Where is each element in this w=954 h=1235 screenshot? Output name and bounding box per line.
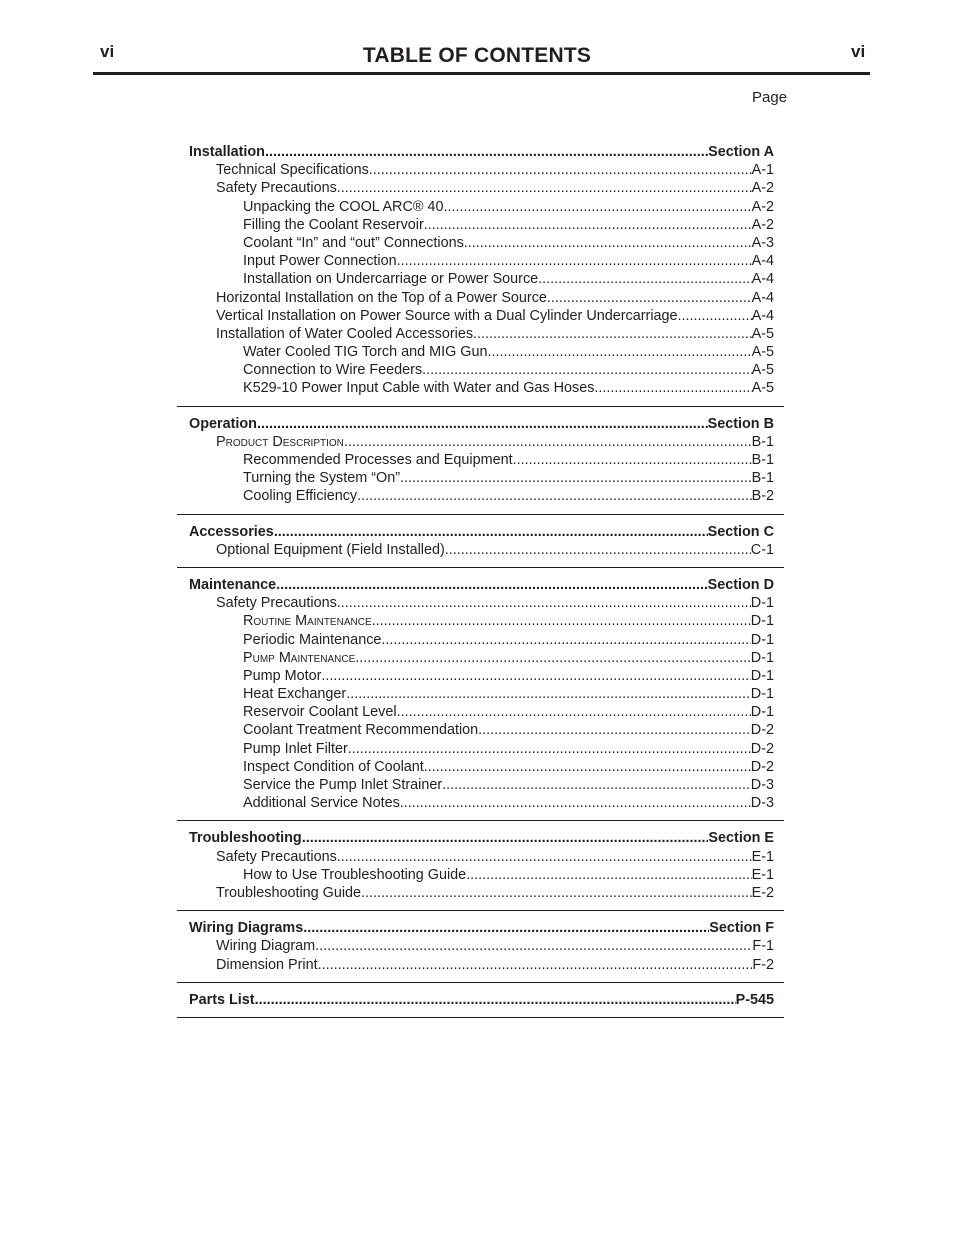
toc-entry-title: Reservoir Coolant Level [243,704,397,721]
toc-entry-page: A-2 [751,180,774,197]
toc-section [177,143,784,407]
dot-leader [397,703,751,721]
toc-entry-page: B-1 [751,452,774,468]
toc-entry-page: E-1 [751,848,774,865]
toc-entry[interactable] [243,379,774,397]
dot-leader [369,161,752,179]
dot-leader [265,143,708,161]
dot-leader [357,487,751,505]
toc-entry-title: Unpacking the COOL ARC® 40 [243,198,444,215]
toc-entry-title: How to Use Troubleshooting Guide [243,866,467,883]
toc-entry[interactable] [216,161,774,179]
dot-leader [255,991,736,1009]
toc-entry-title: Recommended Processes and Equipment [243,452,513,468]
toc-entry-title: Coolant “In” and “out” Connections [243,234,464,251]
toc-entry[interactable] [243,234,774,252]
toc-entry[interactable] [243,649,774,667]
dot-leader [303,919,709,937]
dot-leader [442,776,751,794]
toc-entry-page: A-5 [751,325,774,342]
toc-entry-page: A-4 [751,289,774,306]
toc-entry[interactable] [243,667,774,685]
toc-entry-page: D-1 [750,649,774,666]
toc-section-heading[interactable] [189,919,774,937]
dot-leader [464,234,752,252]
toc-entry-title: K529-10 Power Input Cable with Water and Gas Hoses [243,380,595,397]
toc-entry-page: B-1 [751,433,774,450]
toc-section-heading[interactable] [189,576,774,594]
page-number-right: vi [851,42,866,61]
toc-entry[interactable] [216,884,774,902]
toc-section [177,523,784,568]
toc-entry-page: A-1 [751,162,774,179]
toc-entry-title: Safety Precautions [216,848,337,865]
toc-entry[interactable] [243,794,774,812]
toc-entry-page: D-2 [750,740,774,757]
toc-entry-page: D-1 [750,631,774,648]
toc-entry-page: D-1 [750,595,774,612]
toc-entry-page: A-2 [751,198,774,215]
toc-entry[interactable] [243,612,774,630]
dot-leader [344,433,752,451]
toc-entry-page: D-2 [750,722,774,739]
toc-section-heading[interactable] [189,143,774,161]
toc-entry-title: Troubleshooting [189,830,302,847]
toc-entry-page: Section A [708,144,774,160]
toc-entry-title: Horizontal Installation on the Top of a Power Source [216,289,547,306]
title-rule [93,72,870,75]
toc-entry[interactable] [243,469,774,487]
toc-entry-title: Wiring Diagram [216,938,316,955]
toc-entry-title: Troubleshooting Guide [216,884,362,901]
toc-entry[interactable] [216,937,774,955]
dot-leader [401,252,752,270]
dot-leader [337,848,752,866]
toc-entry-page: A-4 [751,271,774,288]
toc-entry-title: Installation [189,144,265,160]
toc-entry[interactable] [216,848,774,866]
dot-leader [445,541,751,559]
page-title: TABLE OF CONTENTS [362,44,592,67]
toc-entry[interactable] [216,541,774,559]
toc-entry-page: D-1 [750,667,774,684]
toc-entry-page: D-3 [750,777,774,793]
toc-entry[interactable] [243,270,774,288]
dot-leader [318,956,753,974]
toc-entry-page: Section E [708,830,774,847]
toc-entry-title: Installation on Undercarriage or Power Source [243,271,539,288]
toc-entry-page: A-5 [751,344,774,361]
toc-entry-title: Pump Inlet Filter [243,740,348,757]
toc-entry-page: P-545 [735,991,774,1008]
dot-leader [361,884,752,902]
dot-leader [321,667,750,685]
dot-leader [355,649,751,667]
toc-entry[interactable] [243,216,774,234]
dot-leader [487,343,751,361]
toc-entry[interactable] [243,740,774,758]
dot-leader [424,758,751,776]
toc-entry-title: Parts List [189,991,255,1008]
dot-leader [337,179,752,197]
toc-entry-page: D-2 [750,758,774,775]
toc-section-heading[interactable] [189,991,774,1009]
table-of-contents [177,143,784,1026]
dot-leader [424,216,752,234]
toc-entry-page: Section B [707,415,774,432]
dot-leader [594,379,751,397]
toc-entry[interactable] [243,758,774,776]
toc-section-heading[interactable] [189,829,774,847]
toc-entry-title: Coolant Treatment Recommendation [243,722,479,739]
dot-leader [372,612,751,630]
toc-entry-page: A-5 [751,380,774,397]
toc-entry[interactable] [243,721,774,739]
toc-entry[interactable] [216,594,774,612]
toc-entry-title: Pump Motor [243,667,322,684]
dot-leader [315,937,752,955]
toc-entry-title: Dimension Print [216,956,318,973]
page-number-left: vi [100,42,115,61]
dot-leader [478,721,751,739]
toc-entry-page: B-1 [751,470,774,487]
toc-entry-page: Section D [707,576,774,593]
dot-leader [513,451,752,469]
toc-entry-title: Turning the System “On” [243,470,401,487]
toc-entry-title: Safety Precautions [216,180,337,197]
toc-entry[interactable] [243,776,774,794]
toc-entry-title: Service the Pump Inlet Strainer [243,777,443,793]
toc-entry-title: Water Cooled TIG Torch and MIG Gun [243,344,488,361]
toc-entry-title: Cooling Efficiency [243,488,358,505]
dot-leader [346,685,751,703]
toc-section [177,415,784,515]
toc-entry-page: A-4 [751,253,774,270]
toc-entry[interactable] [216,289,774,307]
toc-entry[interactable] [243,451,774,469]
toc-section [177,829,784,911]
toc-entry[interactable] [243,198,774,216]
toc-entry-title: Inspect Condition of Coolant [243,758,424,775]
toc-entry-title: Product Description [216,433,344,450]
dot-leader [466,866,751,884]
toc-entry-title: Additional Service Notes [243,795,400,812]
dot-leader [422,361,751,379]
toc-section [177,576,784,821]
toc-entry-page: D-1 [750,613,774,630]
toc-entry-title: Wiring Diagrams [189,920,304,937]
toc-entry-page: A-5 [751,362,774,379]
toc-entry[interactable] [243,252,774,270]
toc-entry-title: Input Power Connection. [243,253,401,270]
toc-entry[interactable] [216,179,774,197]
dot-leader [348,740,751,758]
toc-entry-page: F-2 [752,956,774,973]
toc-entry-title: Operation [189,415,257,432]
toc-entry-title: Installation of Water Cooled Accessories [216,325,474,342]
toc-entry-page: A-2 [751,216,774,233]
toc-entry-title: Routine Maintenance [243,613,372,630]
toc-entry-title: Periodic Maintenance [243,631,382,648]
toc-entry-title: Maintenance [189,576,277,593]
toc-entry[interactable] [243,703,774,721]
toc-entry[interactable] [216,433,774,451]
toc-entry[interactable] [243,361,774,379]
toc-entry[interactable] [243,487,774,505]
toc-entry[interactable] [216,956,774,974]
toc-entry-page: A-4 [751,307,774,324]
dot-leader [257,415,708,433]
dot-leader [381,631,750,649]
toc-entry[interactable] [243,631,774,649]
dot-leader [274,523,708,541]
toc-entry-title: Technical Specifications [216,162,369,179]
toc-entry-page: D-3 [750,795,774,812]
dot-leader [337,594,751,612]
page-column-label: Page [752,89,788,106]
dot-leader [400,794,751,812]
dot-leader [682,307,752,325]
toc-entry[interactable] [243,866,774,884]
toc-entry-page: D-1 [750,686,774,703]
dot-leader [547,289,752,307]
toc-entry-page: F-1 [752,938,774,955]
toc-entry-title: Heat Exchanger [243,686,347,703]
dot-leader [538,270,751,288]
toc-entry-title: Vertical Installation on Power Source with a Dual Cylinder Undercarriage. [216,307,682,324]
toc-entry[interactable] [243,343,774,361]
toc-entry-title: Accessories [189,523,274,540]
dot-leader [400,469,752,487]
toc-entry-title: Optional Equipment (Field Installed) [216,541,445,558]
toc-section [177,919,784,983]
dot-leader [302,829,709,847]
toc-entry-page: A-3 [751,234,774,251]
toc-section-heading[interactable] [189,415,774,433]
toc-entry-page: E-2 [751,884,774,901]
toc-entry-title: Filling the Coolant Reservoir [243,216,424,233]
toc-entry-page: C-1 [750,541,774,558]
toc-section [177,991,784,1018]
toc-entry-page: E-1 [751,866,774,883]
toc-entry-page: Section C [707,523,774,540]
toc-entry-page: Section F [709,920,774,937]
toc-entry-title: Pump Maintenance [243,649,356,666]
toc-entry-page: D-1 [750,704,774,721]
toc-section-heading[interactable] [189,523,774,541]
toc-entry[interactable] [216,325,774,343]
dot-leader [276,576,707,594]
toc-entry[interactable] [216,307,774,325]
toc-entry-title: Connection to Wire Feeders [243,362,423,379]
dot-leader [443,198,751,216]
toc-entry-page: B-2 [751,488,774,505]
dot-leader [473,325,752,343]
toc-entry-title: Safety Precautions [216,595,337,612]
toc-entry[interactable] [243,685,774,703]
